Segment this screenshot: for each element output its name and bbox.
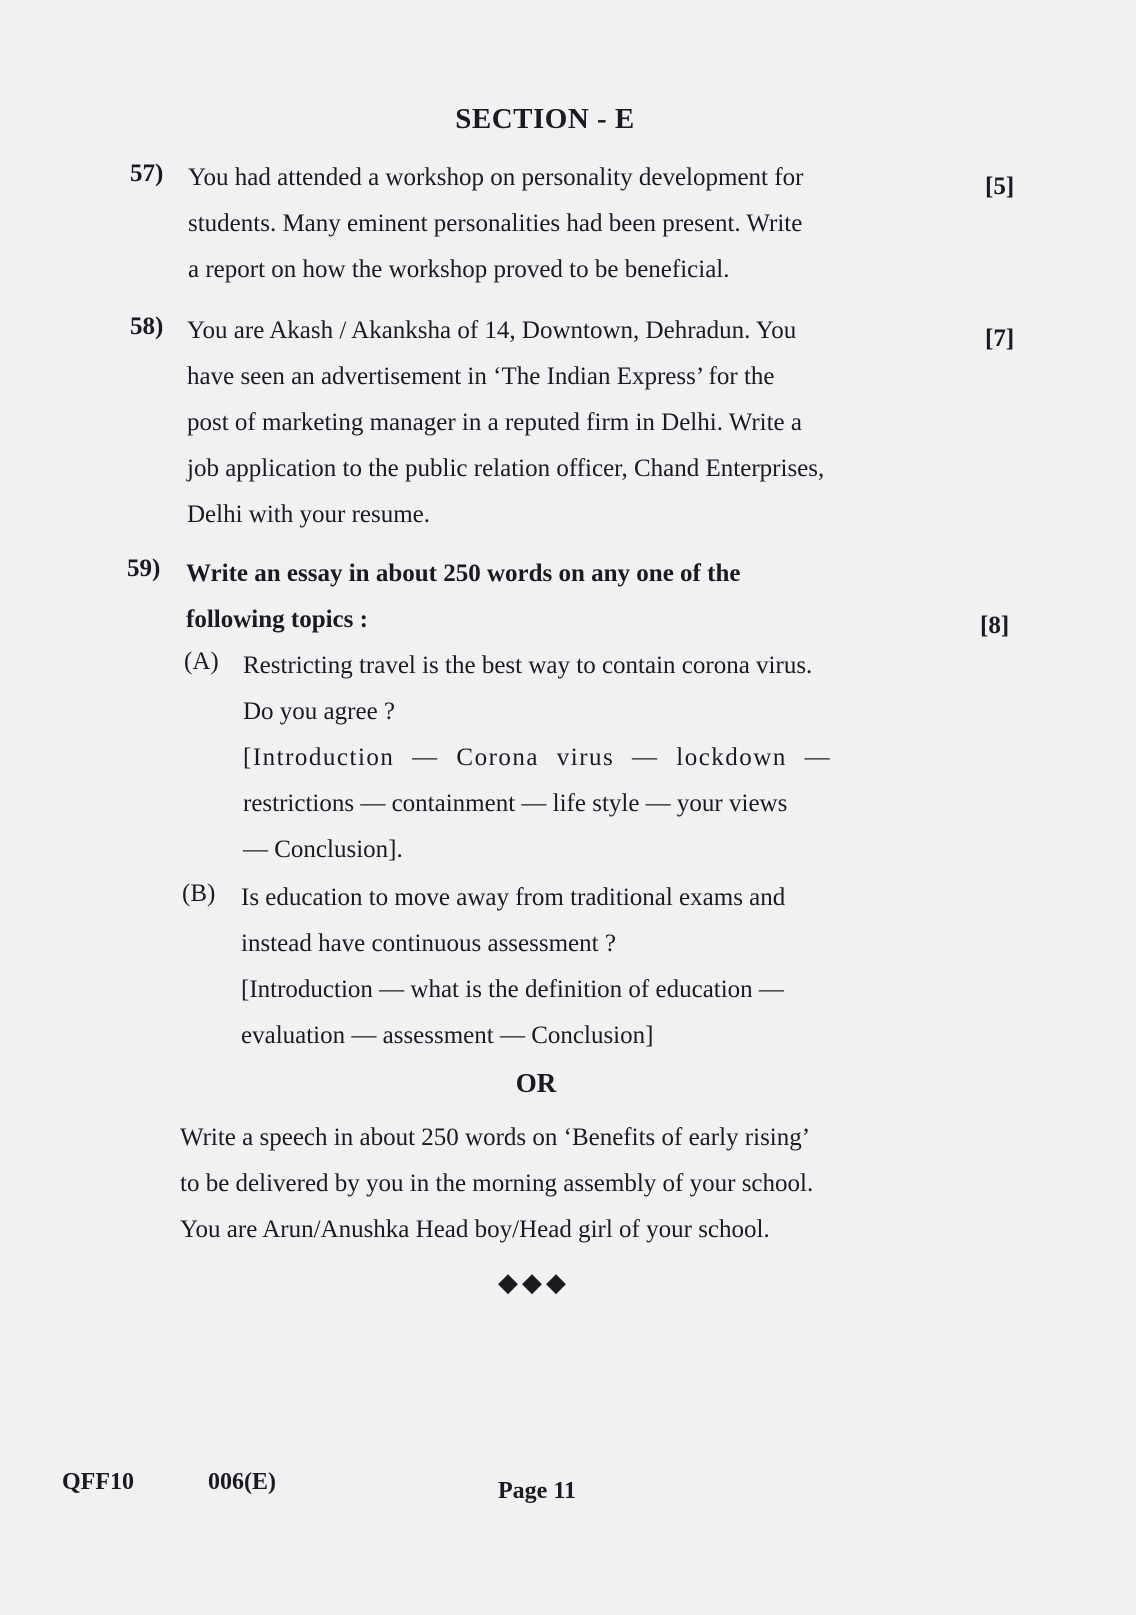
- question-line: Delhi with your resume.: [187, 501, 431, 528]
- question-line: a report on how the workshop proved to be beneficial.: [188, 256, 730, 283]
- question-number: 59): [127, 555, 161, 582]
- or-divider: OR: [515, 1068, 557, 1098]
- question-line: post of marketing manager in a reputed firm in Delhi. Write a: [187, 409, 803, 436]
- option-text: [241, 875, 951, 1059]
- question-text: [186, 551, 886, 643]
- speech-line: You are Arun/Anushka Head boy/Head girl of your school.: [180, 1216, 770, 1243]
- option-label: (B): [182, 880, 216, 907]
- page-number: Page 11: [498, 1478, 576, 1504]
- question-text: [188, 155, 903, 293]
- speech-line: to be delivered by you in the morning assembly of your school.: [180, 1170, 814, 1197]
- option-line: Is education to move away from traditional exams and: [241, 884, 786, 911]
- question-line: following topics :: [186, 606, 368, 633]
- question-line: Write an essay in about 250 words on any one of the: [186, 560, 741, 587]
- question-line: students. Many eminent personalities had been present. Write: [188, 210, 803, 237]
- section-title: SECTION - E: [455, 103, 635, 135]
- diamond-ornament-icon: ◆◆◆: [498, 1268, 570, 1297]
- option-line: instead have continuous assessment ?: [241, 930, 616, 957]
- question-line: You are Akash / Akanksha of 14, Downtown, Dehradun. You: [187, 317, 797, 344]
- question-line: job application to the public relation officer, Chand Enterprises,: [187, 455, 825, 482]
- marks-badge: [7]: [985, 325, 1015, 352]
- marks-badge: [5]: [985, 173, 1015, 200]
- option-line: [Introduction — Corona virus — lockdown —: [243, 744, 832, 771]
- speech-prompt: [180, 1115, 905, 1253]
- option-line: Restricting travel is the best way to contain corona virus.: [243, 652, 813, 679]
- question-line: You had attended a workshop on personality development for: [188, 164, 804, 191]
- question-number: 58): [130, 313, 164, 340]
- option-line: restrictions — containment — life style — your views: [243, 790, 788, 817]
- option-text: [243, 643, 953, 873]
- option-label: (A): [184, 648, 219, 675]
- speech-line: Write a speech in about 250 words on ‘Benefits of early rising’: [180, 1124, 811, 1151]
- question-text: [187, 308, 902, 538]
- option-line: — Conclusion].: [243, 836, 403, 863]
- option-line: [Introduction — what is the definition of education —: [241, 976, 784, 1003]
- option-line: evaluation — assessment — Conclusion]: [241, 1022, 654, 1049]
- subject-code: 006(E): [208, 1469, 276, 1495]
- question-number: 57): [130, 160, 164, 187]
- option-line: Do you agree ?: [243, 698, 396, 725]
- question-line: have seen an advertisement in ‘The Indian Express’ for the: [187, 363, 775, 390]
- marks-badge: [8]: [980, 612, 1010, 639]
- paper-code: QFF10: [62, 1469, 134, 1495]
